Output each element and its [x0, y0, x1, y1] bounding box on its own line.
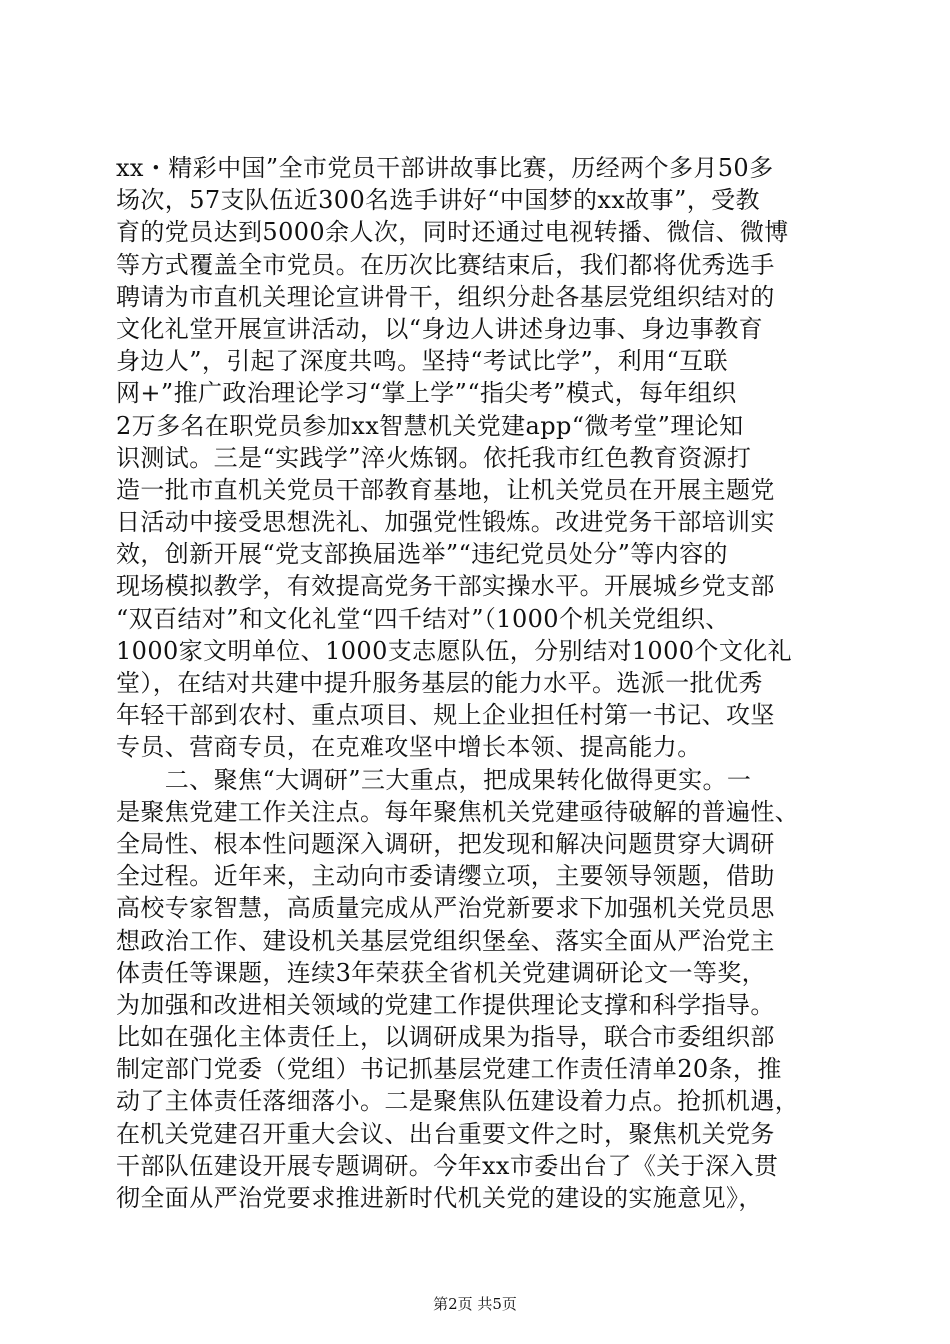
text-line: 堂），在结对共建中提升服务基层的能力水平。选派一批优秀: [116, 669, 763, 697]
text-line: 效，创新开展“党支部换届选举”“违纪党员处分”等内容的: [116, 540, 728, 569]
document-body: [116, 152, 836, 1214]
text-line: 识测试。三是“实践学”淬火炼钢。依托我市红色教育资源打: [116, 443, 752, 472]
text-line: 制定部门党委（党组）书记抓基层党建工作责任清单20条，推: [116, 1055, 782, 1084]
text-line: 高校专家智慧，高质量完成从严治党新要求下加强机关党员思: [116, 894, 775, 923]
text-line: 比如在强化主体责任上，以调研成果为指导，联合市委组织部: [116, 1023, 775, 1052]
text-line: 聘请为市直机关理论宣讲骨干，组织分赴各基层党组织结对的: [116, 282, 775, 311]
text-line: 专员、营商专员，在克难攻坚中增长本领、提高能力。: [116, 733, 702, 762]
text-line: 是聚焦党建工作关注点。每年聚焦机关党建亟待破解的普遍性、: [116, 797, 800, 826]
text-line: 文化礼堂开展宣讲活动，以“身边人讲述身边事、身边事教育: [116, 314, 764, 343]
text-line: 现场模拟教学，有效提高党务干部实操水平。开展城乡党支部: [116, 572, 775, 601]
text-line: 全过程。近年来，主动向市委请缨立项，主要领导领题，借助: [116, 862, 775, 891]
text-line: 场次，57支队伍近300名选手讲好“中国梦的xx故事”，受教: [116, 186, 760, 215]
text-line: 等方式覆盖全市党员。在历次比赛结束后，我们都将优秀选手: [116, 250, 775, 279]
text-line: 体责任等课题，连续3年荣获全省机关党建调研论文一等奖，: [116, 958, 767, 987]
text-line: xx・精彩中国”全市党员干部讲故事比赛，历经两个多月50多: [116, 154, 774, 182]
text-line: 为加强和改进相关领域的党建工作提供理论支撑和科学指导。: [116, 990, 775, 1019]
text-line: 网+”推广政治理论学习“掌上学”“指尖考”模式，每年组织: [116, 379, 737, 408]
text-line: 2万多名在职党员参加xx智慧机关党建app“微考堂”理论知: [116, 411, 744, 440]
text-line: 年轻干部到农村、重点项目、规上企业担任村第一书记、攻坚: [116, 701, 775, 730]
text-line: 1000家文明单位、1000支志愿队伍，分别结对1000个文化礼: [116, 636, 793, 665]
text-line: 二、聚焦“大调研”三大重点，把成果转化做得更实。一: [116, 765, 752, 794]
text-line: 动了主体责任落细落小。二是聚焦队伍建设着力点。抢抓机遇，: [116, 1087, 800, 1116]
text-line: 彻全面从严治党要求推进新时代机关党的建设的实施意见》，: [116, 1184, 763, 1212]
text-line: 育的党员达到5000余人次，同时还通过电视转播、微信、微博: [116, 218, 789, 247]
text-line: 干部队伍建设开展专题调研。今年xx市委出台了《关于深入贯: [116, 1151, 779, 1180]
text-line: 造一批市直机关党员干部教育基地，让机关党员在开展主题党: [116, 475, 775, 504]
text-line: 想政治工作、建设机关基层党组织堡垒、落实全面从严治党主: [116, 926, 775, 955]
text-line: 身边人”，引起了深度共鸣。坚持“考试比学”，利用“互联: [116, 347, 728, 376]
text-line: 在机关党建召开重大会议、出台重要文件之时，聚焦机关党务: [116, 1119, 775, 1148]
page-footer: 第2页 共5页: [433, 1295, 517, 1313]
text-line: “双百结对”和文化礼堂“四千结对”（1000个机关党组织、: [116, 604, 730, 633]
text-line: 日活动中接受思想洗礼、加强党性锻炼。改进党务干部培训实: [116, 508, 775, 537]
text-line: 全局性、根本性问题深入调研，把发现和解决问题贯穿大调研: [116, 829, 775, 858]
